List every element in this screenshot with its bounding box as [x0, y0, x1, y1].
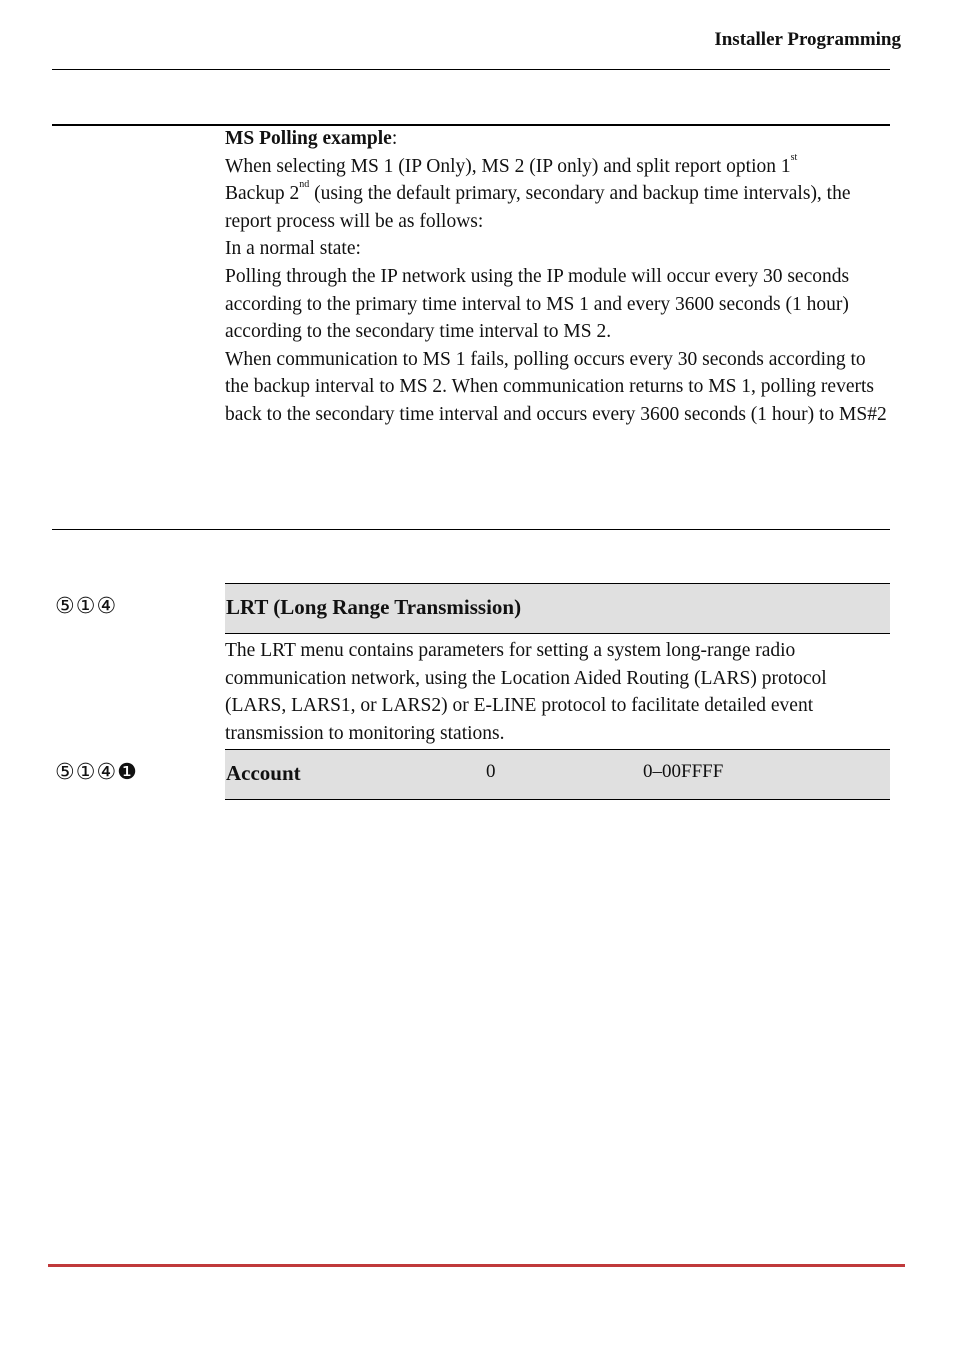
normal-state-label: In a normal state: [225, 238, 361, 260]
lrt-title: LRT (Long Range Transmission) [226, 595, 522, 619]
polling-example-intro: When selecting MS 1 (IP Only), MS 2 (IP only) and split report option 1st Backup 2nd (using the default primary, secondary and backup time intervals), the report process will be as follows: [225, 151, 851, 232]
polling-example-heading: MS Polling example: [225, 128, 398, 149]
polling-paragraph-1: Polling through the IP network using the IP module will occur every 30 seconds according to the primary time interval to MS 1 and every 3600 seconds (1 hour) according to the secondary time interval to MS 2. [225, 265, 850, 343]
polling-example-block [225, 125, 890, 429]
account-default-value: 0 [486, 761, 496, 782]
account-menu-code: ⑤①④❶ [55, 760, 138, 785]
section-divider-bottom [52, 529, 890, 530]
account-title: Account [226, 761, 301, 785]
lrt-description: The LRT menu contains parameters for setting a system long-range radio communication network, using the Location Aided Routing (LARS) protocol (LARS, LARS1, or LARS2) or E-LINE protocol to facilitate detailed event transmission to monitoring stations. [225, 640, 827, 744]
account-row [225, 749, 890, 800]
footer-rule [48, 1264, 905, 1267]
account-range-value: 0–00FFFF [643, 761, 724, 782]
page-header-title: Installer Programming [714, 29, 901, 50]
polling-paragraph-2: When communication to MS 1 fails, polling occurs every 30 seconds according to the backup interval to MS 2. When communication returns to MS 1, polling reverts back to the secondary time interval and occurs every 3600 seconds (1 hour) to MS#2 [225, 348, 887, 425]
lrt-menu-code: ⑤①④ [55, 594, 118, 619]
header-divider [52, 69, 890, 70]
lrt-title-band [225, 583, 890, 634]
